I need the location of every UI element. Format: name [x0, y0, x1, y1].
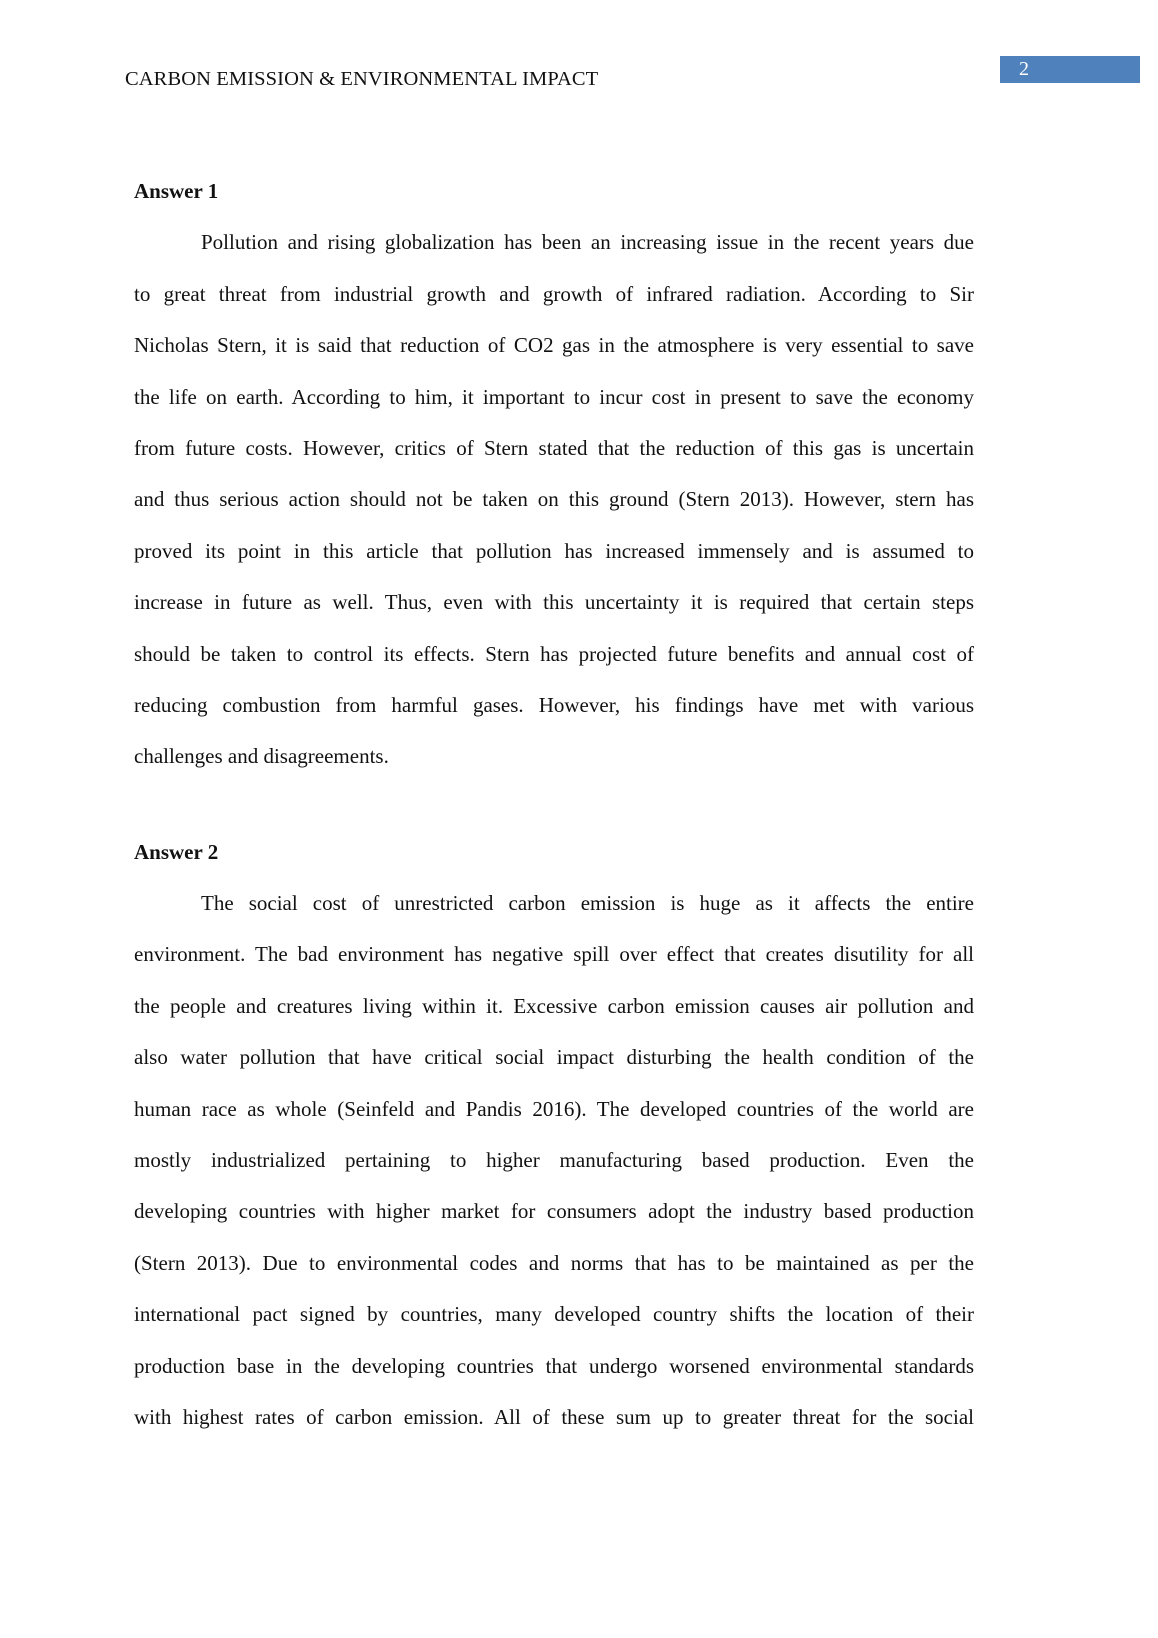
text-line: environment. The bad environment has negative spill over effect that creates disutility for all [134, 942, 974, 967]
text-line: proved its point in this article that pollution has increased immensely and is assumed to [134, 538, 974, 563]
text-line: also water pollution that have critical social impact disturbing the health condition of the [134, 1045, 974, 1070]
text-line: challenges and disagreements. [134, 744, 389, 769]
text-line: mostly industrialized pertaining to higher manufacturing based production. Even the [134, 1148, 974, 1173]
text-line: should be taken to control its effects. Stern has projected future benefits and annual cost of [134, 641, 974, 666]
text-line: increase in future as well. Thus, even with this uncertainty it is required that certain steps [134, 590, 974, 615]
section-answer-2 [134, 827, 974, 1444]
text-line: developing countries with higher market for consumers adopt the industry based production [134, 1199, 974, 1224]
text-line: and thus serious action should not be taken on this ground (Stern 2013). However, stern has [134, 487, 974, 512]
text-line: reducing combustion from harmful gases. However, his findings have met with various [134, 692, 974, 717]
text-line: with highest rates of carbon emission. All of these sum up to greater threat for the social [134, 1404, 974, 1429]
text-line: the people and creatures living within it. Excessive carbon emission causes air pollution and [134, 993, 974, 1018]
running-header-title: CARBON EMISSION & ENVIRONMENTAL IMPACT [125, 68, 599, 90]
page-number-badge: 2 [1000, 56, 1140, 83]
text-line: human race as whole (Seinfeld and Pandis 2016). The developed countries of the world are [134, 1096, 974, 1121]
text-line: the life on earth. According to him, it important to incur cost in present to save the economy [134, 384, 974, 409]
section-heading: Answer 2 [134, 839, 219, 864]
text-line: (Stern 2013). Due to environmental codes and norms that has to be maintained as per the [134, 1250, 974, 1275]
text-line: Pollution and rising globalization has been an increasing issue in the recent years due [201, 230, 974, 255]
section-answer-1 [134, 166, 974, 783]
paragraph [134, 217, 974, 782]
paragraph [134, 878, 974, 1443]
text-line: production base in the developing countries that undergo worsened environmental standards [134, 1353, 974, 1378]
text-line: The social cost of unrestricted carbon emission is huge as it affects the entire [201, 891, 974, 916]
text-line: to great threat from industrial growth and growth of infrared radiation. According to Sir [134, 281, 974, 306]
text-line: international pact signed by countries, many developed country shifts the location of their [134, 1302, 974, 1327]
section-heading: Answer 1 [134, 179, 219, 203]
document-body [134, 166, 974, 1443]
text-line: from future costs. However, critics of Stern stated that the reduction of this gas is uncertain [134, 435, 974, 460]
text-line: Nicholas Stern, it is said that reduction of CO2 gas in the atmosphere is very essential to save [134, 333, 974, 358]
